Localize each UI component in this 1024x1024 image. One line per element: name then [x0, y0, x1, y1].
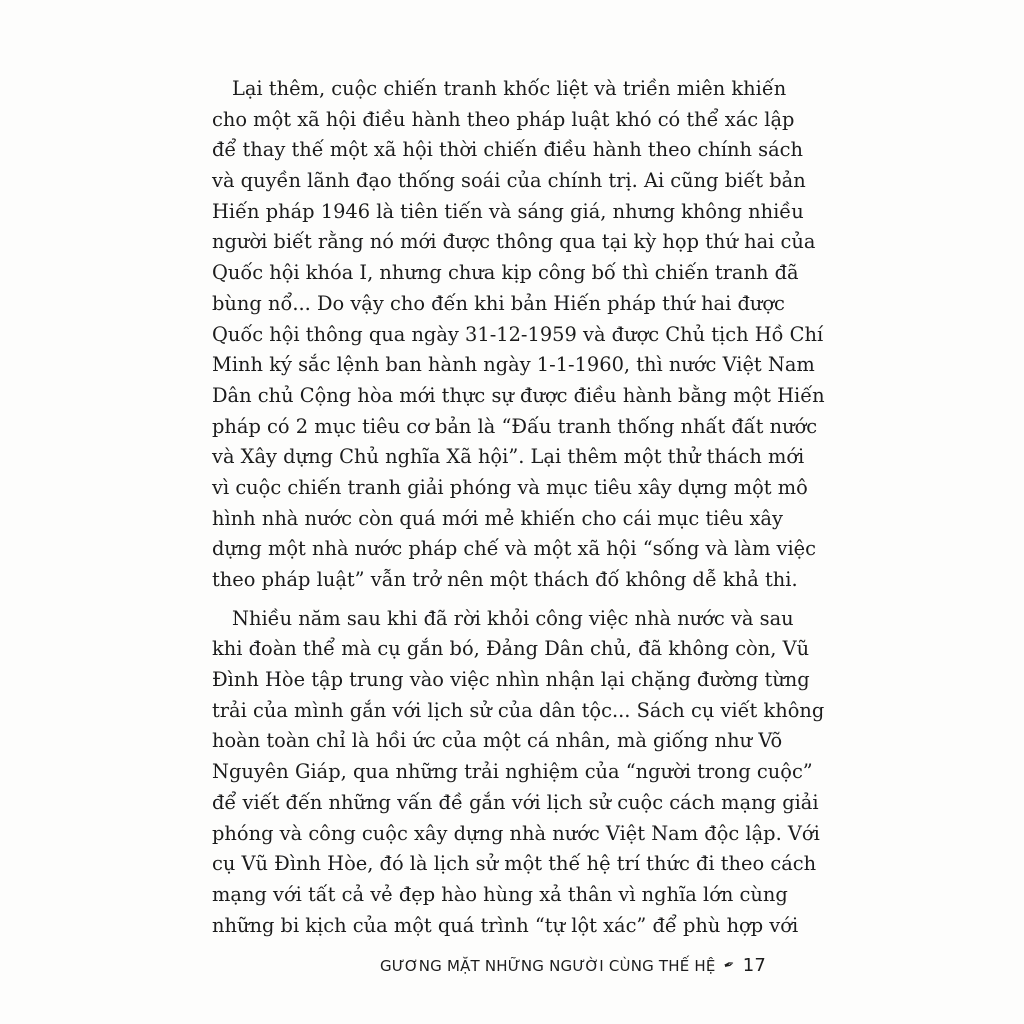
- text-line: Nhiều năm sau khi đã rời khỏi công việc nhà nước và sau: [232, 606, 794, 630]
- text-line: và quyền lãnh đạo thống soái của chính trị. Ai cũng biết bản: [212, 169, 806, 193]
- text-line: phóng và công cuộc xây dựng nhà nước Việt Nam độc lập. Với: [212, 821, 820, 845]
- text-line: để thay thế một xã hội thời chiến điều hành theo chính sách: [212, 138, 804, 162]
- text-line: cụ Vũ Đình Hòe, đó là lịch sử một thế hệ trí thức đi theo cách: [212, 852, 817, 876]
- text-line: Minh ký sắc lệnh ban hành ngày 1-1-1960, thì nước Việt Nam: [212, 353, 815, 377]
- text-line: hoàn toàn chỉ là hồi ức của một cá nhân, mà giống như Võ: [212, 729, 783, 753]
- text-line: cho một xã hội điều hành theo pháp luật khó có thể xác lập: [212, 107, 795, 131]
- text-line: pháp có 2 mục tiêu cơ bản là “Đấu tranh thống nhất đất nước: [212, 414, 818, 438]
- text-line: trải của mình gắn với lịch sử của dân tộc... Sách cụ viết không: [212, 698, 825, 722]
- text-line: Quốc hội thông qua ngày 31-12-1959 và được Chủ tịch Hồ Chí: [212, 322, 824, 346]
- text-column: [212, 74, 825, 941]
- text-line: những bi kịch của một quá trình “tự lột xác” để phù hợp với: [212, 913, 799, 937]
- text-line: dựng một nhà nước pháp chế và một xã hội “sống và làm việc: [212, 537, 816, 561]
- text-line: bùng nổ... Do vậy cho đến khi bản Hiến pháp thứ hai được: [212, 291, 785, 315]
- text-line: theo pháp luật” vẫn trở nên một thách đố không dễ khả thi.: [212, 568, 798, 591]
- paragraph-2: [212, 604, 825, 942]
- text-line: Dân chủ Cộng hòa mới thực sự được điều hành bằng một Hiến: [212, 383, 825, 407]
- text-line: Hiến pháp 1946 là tiên tiến và sáng giá, nhưng không nhiều: [212, 199, 804, 223]
- text-line: Đình Hòe tập trung vào việc nhìn nhận lại chặng đường từng: [212, 668, 810, 692]
- text-line: Nguyên Giáp, qua những trải nghiệm của “người trong cuộc”: [212, 760, 813, 784]
- text-line: Quốc hội khóa I, nhưng chưa kịp công bố thì chiến tranh đã: [212, 261, 799, 285]
- text-line: người biết rằng nó mới được thông qua tại kỳ họp thứ hai của: [212, 230, 816, 254]
- paragraph-1: [212, 74, 825, 596]
- running-title: GƯƠNG MẶT NHỮNG NGƯỜI CÙNG THẾ HỆ: [379, 956, 716, 975]
- page-number: 17: [742, 955, 766, 976]
- text-line: hình nhà nước còn quá mới mẻ khiến cho cái mục tiêu xây: [212, 506, 783, 530]
- text-line: mạng với tất cả vẻ đẹp hào hùng xả thân vì nghĩa lớn cùng: [212, 882, 788, 906]
- text-line: vì cuộc chiến tranh giải phóng và mục tiêu xây dựng một mô: [212, 475, 808, 499]
- text-line: khi đoàn thể mà cụ gắn bó, Đảng Dân chủ, đã không còn, Vũ: [212, 637, 810, 661]
- pen-nib-icon: ✒: [721, 956, 737, 975]
- text-line: Lại thêm, cuộc chiến tranh khốc liệt và triền miên khiến: [232, 77, 787, 100]
- text-line: và Xây dựng Chủ nghĩa Xã hội”. Lại thêm một thử thách mới: [212, 445, 805, 469]
- page-footer: [380, 955, 766, 976]
- text-line: để viết đến những vấn đề gắn với lịch sử cuộc cách mạng giải: [212, 790, 819, 814]
